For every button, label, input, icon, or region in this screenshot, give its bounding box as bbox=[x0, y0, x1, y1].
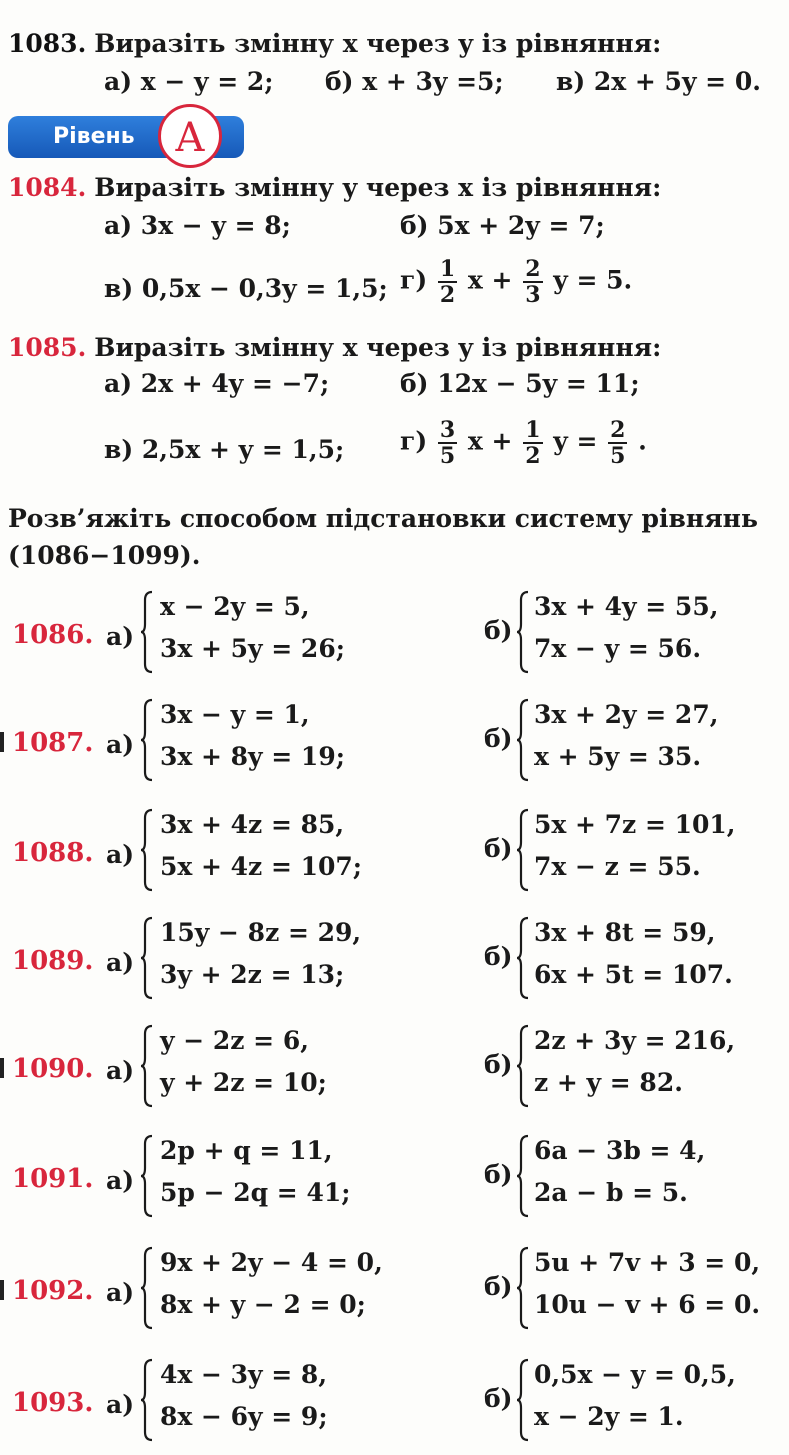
system-b-eq2: 7x − z = 55. bbox=[534, 852, 701, 881]
system-b-eq1: 3x + 2y = 27, bbox=[534, 700, 719, 729]
brace bbox=[140, 808, 154, 892]
system-a-eq1: y − 2z = 6, bbox=[160, 1026, 309, 1055]
part-b-label: б) bbox=[484, 1384, 513, 1413]
level-letter: A bbox=[158, 104, 222, 168]
brace bbox=[516, 698, 530, 782]
problem-number: 1086. bbox=[12, 620, 94, 650]
system-a-eq1: 3x − y = 1, bbox=[160, 700, 310, 729]
problem-1084 bbox=[8, 174, 661, 202]
system-a-eq1: 4x − 3y = 8, bbox=[160, 1360, 328, 1389]
brace bbox=[140, 590, 154, 674]
part-d-prefix: г) bbox=[400, 265, 428, 295]
system-b-eq2: 2a − b = 5. bbox=[534, 1178, 688, 1207]
brace bbox=[516, 916, 530, 1000]
denominator: 2 bbox=[525, 443, 541, 470]
brace bbox=[516, 590, 530, 674]
system-a-eq2: 3x + 5y = 26; bbox=[160, 634, 345, 663]
part-d-prefix: г) bbox=[400, 426, 428, 456]
part-d-end: . bbox=[638, 426, 647, 456]
brace bbox=[140, 1246, 154, 1330]
system-a-eq2: 8x − 6y = 9; bbox=[160, 1402, 328, 1431]
margin-marker bbox=[0, 1280, 4, 1300]
fraction bbox=[608, 418, 627, 468]
part-b-label: б) bbox=[484, 724, 513, 753]
part-a-label: а) bbox=[106, 840, 135, 869]
part-b-label: б) bbox=[484, 942, 513, 971]
margin-marker bbox=[0, 732, 4, 752]
part-a-label: а) bbox=[106, 1056, 135, 1085]
level-badge bbox=[8, 115, 244, 161]
brace bbox=[140, 1134, 154, 1218]
problem-text: Виразіть змінну x через y із рівняння: bbox=[94, 29, 662, 58]
system-b-eq1: 5x + 7z = 101, bbox=[534, 810, 736, 839]
system-a-eq2: 3y + 2z = 13; bbox=[160, 960, 345, 989]
problem-number: 1089. bbox=[12, 946, 94, 976]
system-a-eq1: 15y − 8z = 29, bbox=[160, 918, 362, 947]
part-d-eq: y = bbox=[553, 426, 598, 456]
brace bbox=[140, 1024, 154, 1108]
problem-text: Виразіть змінну x через y із рівняння: bbox=[94, 333, 662, 362]
problem-number: 1084. bbox=[8, 173, 87, 202]
system-a-eq1: 3x + 4z = 85, bbox=[160, 810, 345, 839]
part-a-label: а) bbox=[106, 1166, 135, 1195]
part-b: б) 12x − 5y = 11; bbox=[400, 369, 640, 398]
part-a: а) 2x + 4y = −7; bbox=[104, 369, 330, 398]
part-c: в) 0,5x − 0,3y = 1,5; bbox=[104, 274, 388, 303]
denominator: 3 bbox=[525, 282, 541, 309]
part-b-label: б) bbox=[484, 834, 513, 863]
part-a-label: а) bbox=[106, 948, 135, 977]
numerator: 3 bbox=[439, 417, 456, 443]
numerator: 1 bbox=[439, 256, 456, 282]
brace bbox=[516, 808, 530, 892]
part-a-label: а) bbox=[106, 730, 135, 759]
part-b-label: б) bbox=[484, 1272, 513, 1301]
system-a-eq1: x − 2y = 5, bbox=[160, 592, 310, 621]
part-c: в) 2x + 5y = 0. bbox=[556, 67, 761, 96]
section-intro-line2: (1086−1099). bbox=[8, 541, 201, 570]
brace bbox=[140, 1358, 154, 1442]
system-b-eq1: 0,5x − y = 0,5, bbox=[534, 1360, 736, 1389]
system-b-eq2: 7x − y = 56. bbox=[534, 634, 702, 663]
part-b-label: б) bbox=[484, 1050, 513, 1079]
system-a-eq2: 3x + 8y = 19; bbox=[160, 742, 345, 771]
fraction bbox=[523, 257, 542, 307]
system-b-eq2: x + 5y = 35. bbox=[534, 742, 702, 771]
part-a-label: а) bbox=[106, 1390, 135, 1419]
system-b-eq2: 6x + 5t = 107. bbox=[534, 960, 733, 989]
problem-1083 bbox=[8, 30, 661, 58]
problem-number: 1092. bbox=[12, 1276, 94, 1306]
part-d-end: y = 5. bbox=[553, 265, 633, 295]
problem-number: 1090. bbox=[12, 1054, 94, 1084]
part-d bbox=[400, 418, 647, 468]
part-d bbox=[400, 257, 632, 307]
system-b-eq2: z + y = 82. bbox=[534, 1068, 683, 1097]
fraction bbox=[523, 418, 542, 468]
denominator: 5 bbox=[439, 443, 456, 470]
brace bbox=[516, 1246, 530, 1330]
part-b: б) 5x + 2y = 7; bbox=[400, 211, 605, 240]
numerator: 1 bbox=[525, 417, 541, 443]
system-a-eq1: 9x + 2y − 4 = 0, bbox=[160, 1248, 383, 1277]
system-a-eq2: 8x + y − 2 = 0; bbox=[160, 1290, 366, 1319]
system-a-eq2: 5p − 2q = 41; bbox=[160, 1178, 351, 1207]
part-d-mid: x + bbox=[467, 426, 513, 456]
level-label: Рівень bbox=[53, 124, 135, 149]
problem-number: 1093. bbox=[12, 1388, 94, 1418]
denominator: 2 bbox=[439, 282, 456, 309]
system-b-eq1: 2z + 3y = 216, bbox=[534, 1026, 736, 1055]
denominator: 5 bbox=[610, 443, 626, 470]
fraction bbox=[438, 257, 457, 307]
part-a-label: а) bbox=[106, 1278, 135, 1307]
system-b-eq1: 6a − 3b = 4, bbox=[534, 1136, 706, 1165]
brace bbox=[516, 1134, 530, 1218]
margin-marker bbox=[0, 1058, 4, 1078]
system-b-eq2: 10u − v + 6 = 0. bbox=[534, 1290, 761, 1319]
system-b-eq2: x − 2y = 1. bbox=[534, 1402, 684, 1431]
part-d-mid: x + bbox=[467, 265, 513, 295]
brace bbox=[516, 1024, 530, 1108]
numerator: 2 bbox=[525, 256, 541, 282]
system-a-eq2: y + 2z = 10; bbox=[160, 1068, 327, 1097]
problem-number: 1083. bbox=[8, 29, 87, 58]
part-a: а) x − y = 2; bbox=[104, 67, 274, 96]
brace bbox=[140, 916, 154, 1000]
problem-number: 1087. bbox=[12, 728, 94, 758]
problem-text: Виразіть змінну y через x із рівняння: bbox=[94, 173, 662, 202]
part-c: в) 2,5x + y = 1,5; bbox=[104, 435, 345, 464]
system-b-eq1: 3x + 4y = 55, bbox=[534, 592, 719, 621]
system-a-eq1: 2p + q = 11, bbox=[160, 1136, 333, 1165]
problem-number: 1091. bbox=[12, 1164, 94, 1194]
system-a-eq2: 5x + 4z = 107; bbox=[160, 852, 363, 881]
part-b-label: б) bbox=[484, 1160, 513, 1189]
part-a-label: а) bbox=[106, 622, 135, 651]
problem-number: 1088. bbox=[12, 838, 94, 868]
problem-1085 bbox=[8, 334, 661, 362]
part-b: б) x + 3y =5; bbox=[325, 67, 504, 96]
system-b-eq1: 5u + 7v + 3 = 0, bbox=[534, 1248, 761, 1277]
part-b-label: б) bbox=[484, 616, 513, 645]
problem-number: 1085. bbox=[8, 333, 87, 362]
section-intro-line1: Розв’яжіть способом підстановки систему рівнянь bbox=[8, 504, 758, 533]
numerator: 2 bbox=[610, 417, 626, 443]
part-a: а) 3x − y = 8; bbox=[104, 211, 291, 240]
brace bbox=[516, 1358, 530, 1442]
fraction bbox=[438, 418, 457, 468]
system-b-eq1: 3x + 8t = 59, bbox=[534, 918, 716, 947]
brace bbox=[140, 698, 154, 782]
